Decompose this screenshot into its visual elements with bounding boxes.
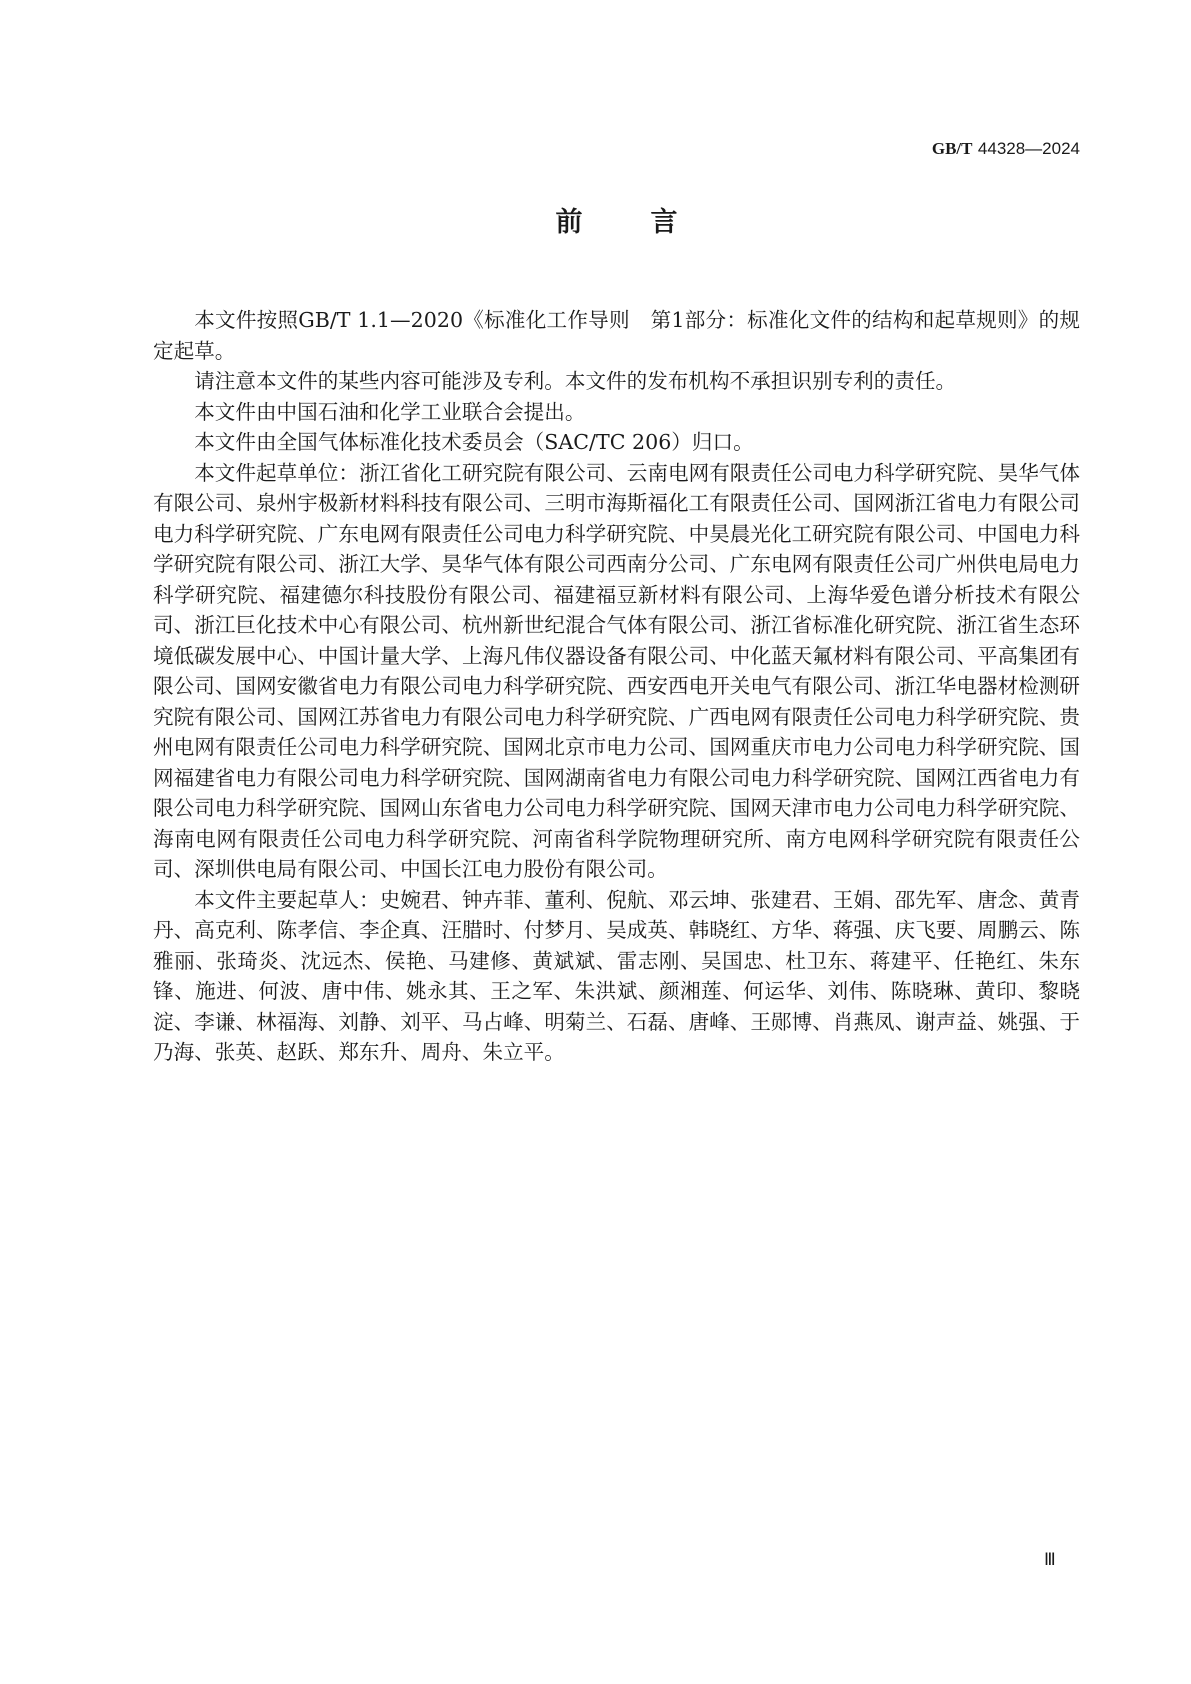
paragraph-drafting-units: 本文件起草单位：浙江省化工研究院有限公司、云南电网有限责任公司电力科学研究院、昊华气体有限公司、泉州宇极新材料科技有限公司、三明市海斯福化工有限责任公司、国网浙江省电力有限公司电力科学研究院、广东电网有限责任公司电力科学研究院、中昊晨光化工研究院有限公司、中国电力科学研究院有限公司、浙江大学、昊华气体有限公司西南分公司、广东电网有限责任公司广州供电局电力科学研究院、福建德尔科技股份有限公司、福建福豆新材料有限公司、上海华爱色谱分析技术有限公司、浙江巨化技术中心有限公司、杭州新世纪混合气体有限公司、浙江省标准化研究院、浙江省生态环境低碳发展中心、中国计量大学、上海凡伟仪器设备有限公司、中化蓝天氟材料有限公司、平高集团有限公司、国网安徽省电力有限公司电力科学研究院、西安西电开关电气有限公司、浙江华电器材检测研究院有限公司、国网江苏省电力有限公司电力科学研究院、广西电网有限责任公司电力科学研究院、贵州电网有限责任公司电力科学研究院、国网北京市电力公司、国网重庆市电力公司电力科学研究院、国网福建省电力有限公司电力科学研究院、国网湖南省电力有限公司电力科学研究院、国网江西省电力有限公司电力科学研究院、国网山东省电力公司电力科学研究院、国网天津市电力公司电力科学研究院、海南电网有限责任公司电力科学研究院、河南省科学院物理研究所、南方电网科学研究院有限责任公司、深圳供电局有限公司、中国长江电力股份有限公司。	[153, 460, 1080, 881]
paragraph-committee: 本文件由全国气体标准化技术委员会（SAC/TC 206）归口。	[194, 430, 754, 454]
paragraph-drafting-rules: 本文件按照GB/T 1.1—2020《标准化工作导则 第1部分：标准化文件的结构和起草规则》的规定起草。	[153, 308, 1080, 363]
paragraph-drafters: 本文件主要起草人：史婉君、钟卉菲、董利、倪航、邓云坤、张建君、王娟、邵先军、唐念、黄青丹、高克利、陈孝信、李企真、汪腊时、付梦月、吴成英、韩晓红、方华、蒋强、庆飞要、周鹏云、陈雅丽、张琦炎、沈远杰、侯艳、马建修、黄斌斌、雷志刚、吴国忠、杜卫东、蒋建平、任艳红、朱东锋、施进、何波、唐中伟、姚永其、王之军、朱洪斌、颜湘莲、何运华、刘伟、陈晓琳、黄印、黎晓淀、李谦、林福海、刘静、刘平、马占峰、明菊兰、石磊、唐峰、王郧博、肖燕凤、谢声益、姚强、于乃海、张英、赵跃、郑东升、周舟、朱立平。	[153, 887, 1080, 1064]
foreword-body	[153, 305, 1080, 1068]
paragraph-patent-notice: 请注意本文件的某些内容可能涉及专利。本文件的发布机构不承担识别专利的责任。	[194, 369, 957, 393]
document-code-header	[932, 138, 1080, 160]
page-number: Ⅲ	[1044, 1550, 1056, 1569]
standard-number: 44328—2024	[977, 139, 1080, 158]
page-title: 前言	[555, 207, 746, 238]
paragraph-proposer: 本文件由中国石油和化学工业联合会提出。	[194, 399, 586, 424]
standard-prefix: GB/T	[931, 139, 973, 158]
